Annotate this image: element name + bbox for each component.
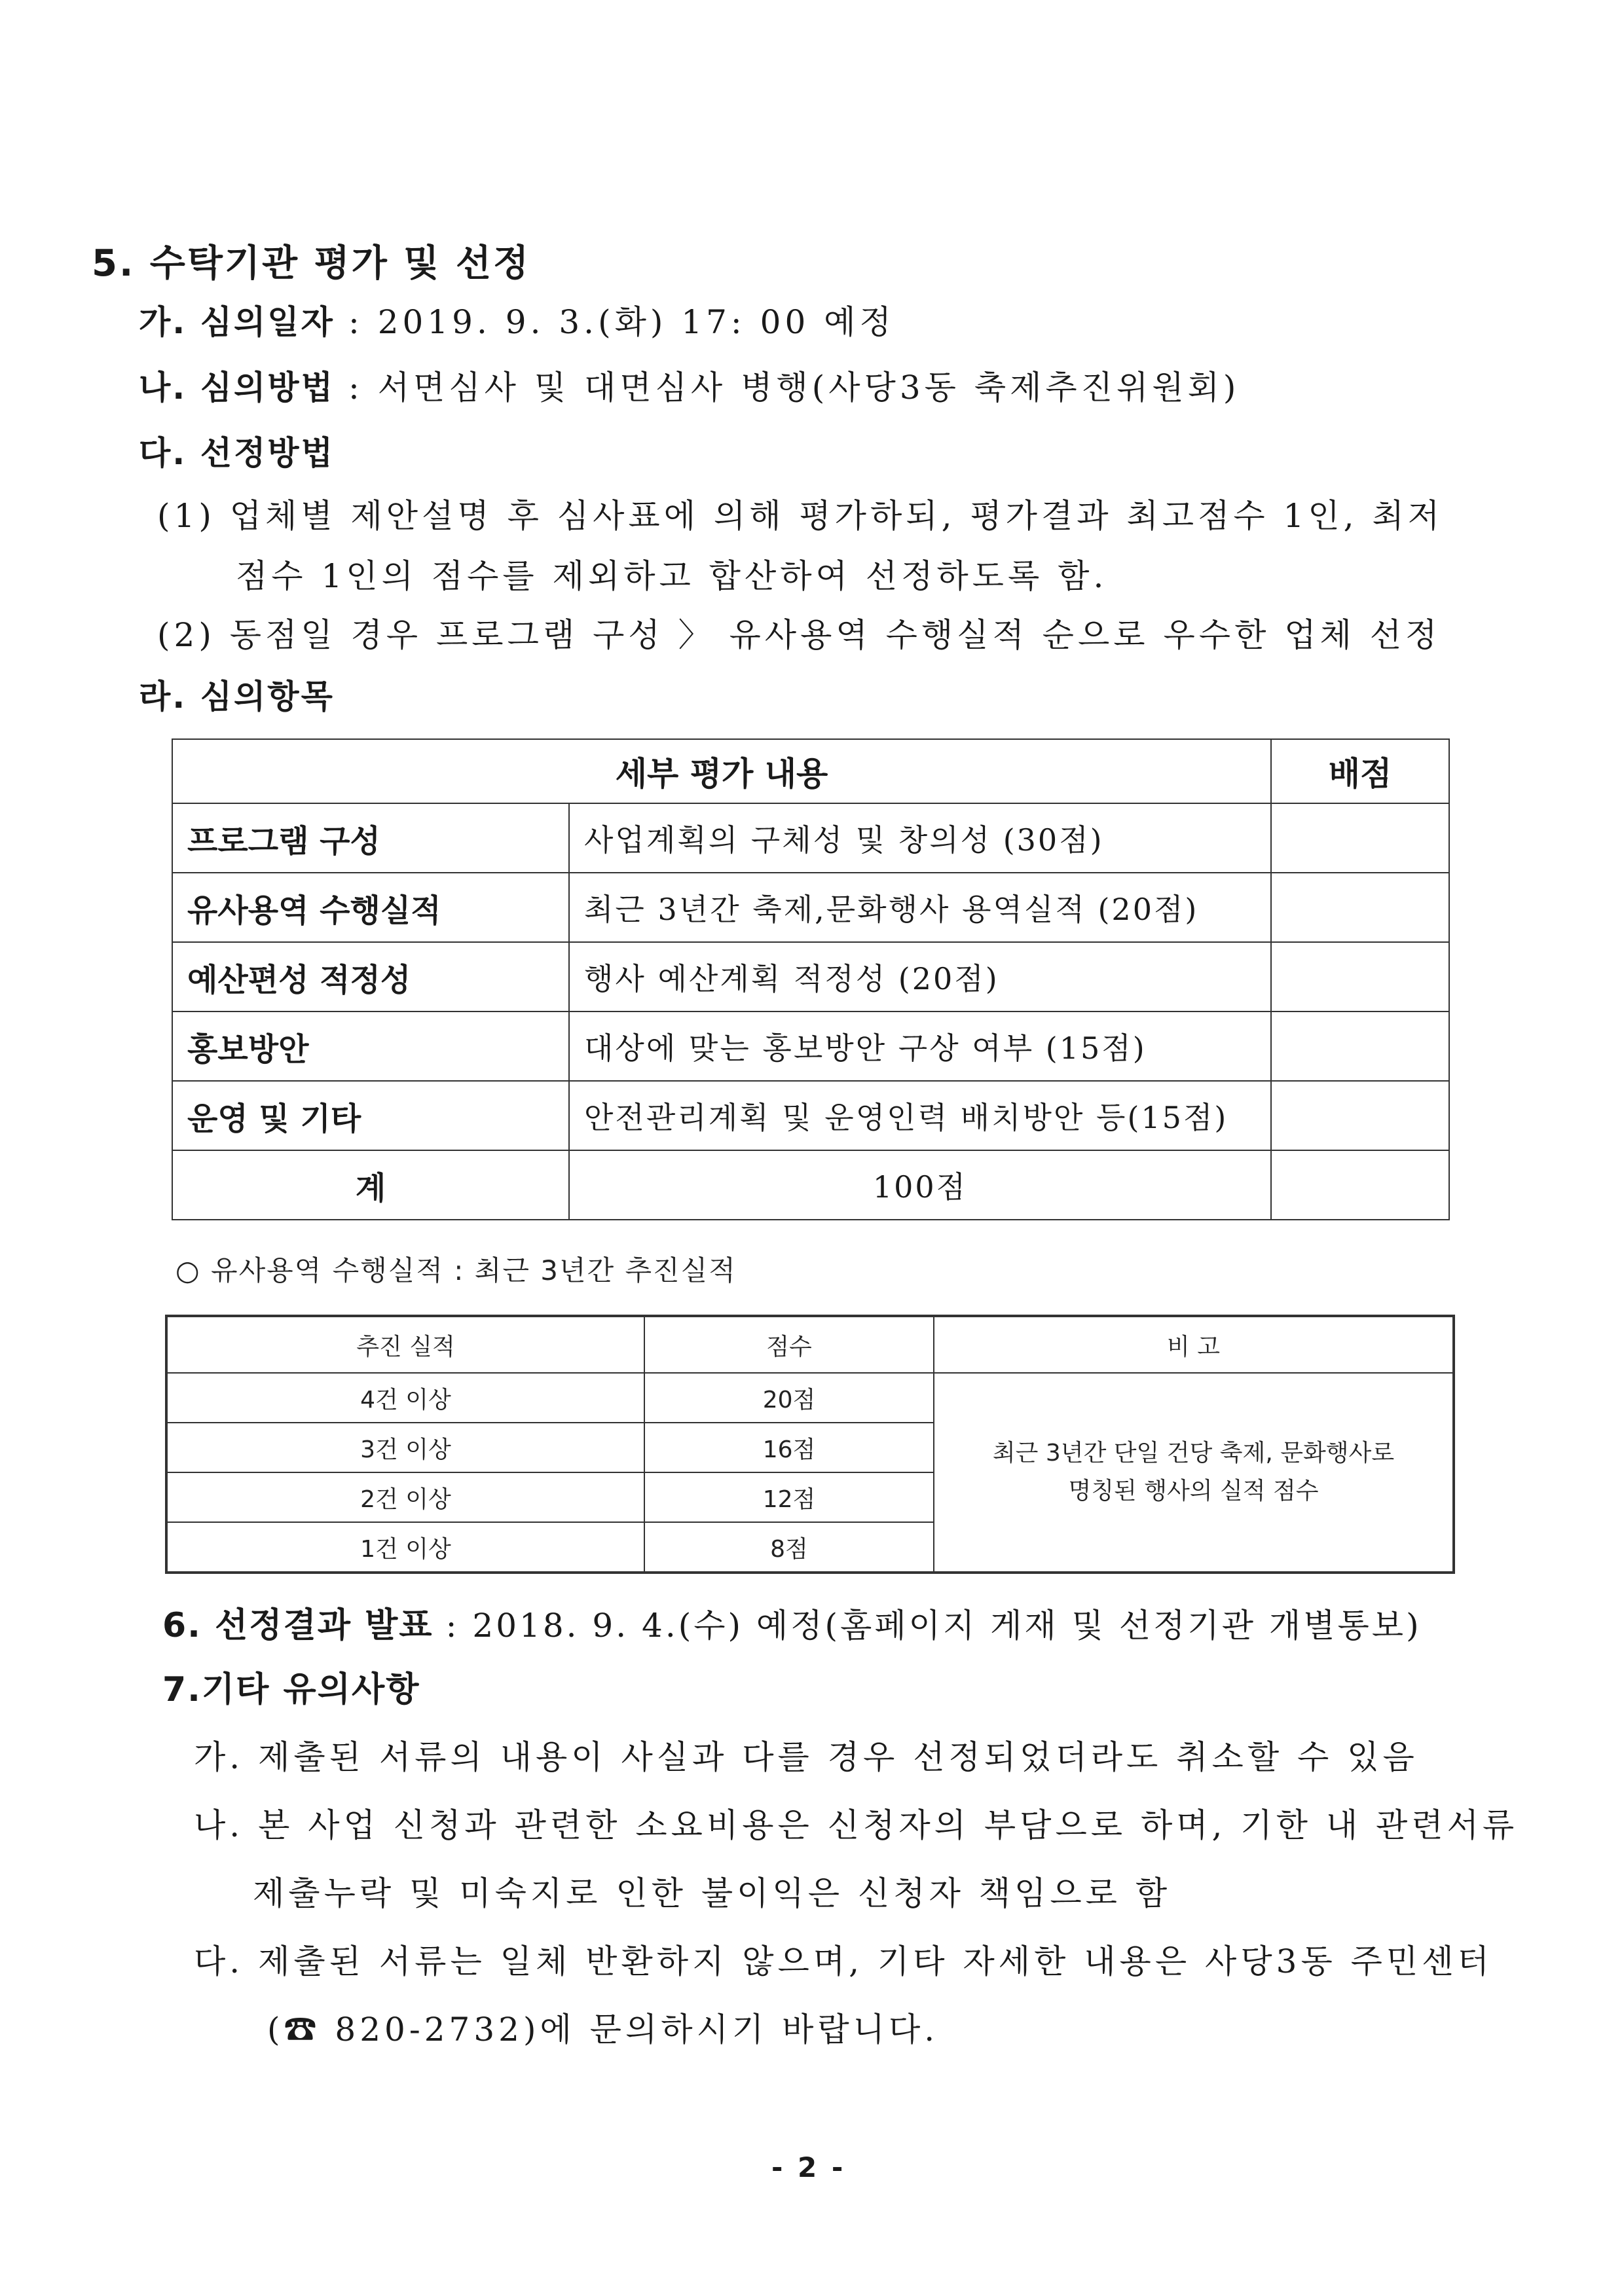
selection-method-item1-line2: 점수 1인의 점수를 제외하고 합산하여 선정하도록 함. [236, 557, 1108, 595]
description-cell: 행사 예산계획 적정성 (20점) [569, 942, 1271, 1011]
performance-table [165, 1315, 1455, 1574]
evaluation-header-content: 세부 평가 내용 [172, 739, 1271, 803]
performance-note: ○ 유사용역 수행실적 : 최근 3년간 추진실적 [175, 1254, 737, 1286]
evaluation-header-row [172, 739, 1449, 803]
section6-line [162, 1597, 1422, 1647]
header-record: 추진 실적 [166, 1316, 644, 1373]
criterion-cell: 프로그램 구성 [172, 803, 569, 873]
selection-method-label: 다. 선정방법 [139, 434, 335, 472]
score-cell: 12점 [644, 1472, 934, 1522]
review-method-value: : 서면심사 및 대면심사 병행(사당3동 축제추진위원회) [348, 369, 1240, 407]
section6-label: 6. 선정결과 발표 [162, 1606, 434, 1645]
score-cell [1271, 1081, 1449, 1150]
total-value: 100점 [569, 1150, 1271, 1220]
total-row [172, 1150, 1449, 1220]
description-cell: 대상에 맞는 홍보방안 구상 여부 (15점) [569, 1011, 1271, 1081]
criterion-cell: 예산편성 적정성 [172, 942, 569, 1011]
table-row [172, 873, 1449, 942]
table-row [172, 942, 1449, 1011]
score-cell [1271, 942, 1449, 1011]
score-cell [1271, 873, 1449, 942]
performance-header-row [166, 1316, 1454, 1373]
notice-da-line2: (☎ 820-2732)에 문의하시기 바랍니다. [267, 2011, 939, 2049]
table-row [166, 1373, 1454, 1423]
review-date-label: 가. 심의일자 [139, 303, 335, 341]
description-cell: 안전관리계획 및 운영인력 배치방안 등(15점) [569, 1081, 1271, 1150]
table-row [172, 1081, 1449, 1150]
selection-method-item2: (2) 동점일 경우 프로그램 구성 〉 유사용역 수행실적 순으로 우수한 업체 선정 [157, 616, 1441, 654]
description-cell: 최근 3년간 축제,문화행사 용역실적 (20점) [569, 873, 1271, 942]
remark-cell [934, 1373, 1454, 1573]
table-row [172, 803, 1449, 873]
review-date-line [139, 296, 895, 343]
description-cell: 사업계획의 구체성 및 창의성 (30점) [569, 803, 1271, 873]
evaluation-table [172, 738, 1450, 1220]
criterion-cell: 운영 및 기타 [172, 1081, 569, 1150]
total-label: 계 [172, 1150, 569, 1220]
review-date-value: : 2019. 9. 3.(화) 17: 00 예정 [348, 303, 895, 341]
notice-da-line1: 다. 제출된 서류는 일체 반환하지 않으며, 기타 자세한 내용은 사당3동 주민센터 [194, 1942, 1493, 1980]
section5-heading: 5. 수탁기관 평가 및 선정 [92, 242, 531, 285]
score-cell: 16점 [644, 1423, 934, 1472]
header-score: 점수 [644, 1316, 934, 1373]
record-cell: 2건 이상 [166, 1472, 644, 1522]
notice-ga: 가. 제출된 서류의 내용이 사실과 다를 경우 선정되었더라도 취소할 수 있음 [194, 1738, 1418, 1776]
record-cell: 4건 이상 [166, 1373, 644, 1423]
table-row [172, 1011, 1449, 1081]
score-cell [1271, 803, 1449, 873]
section7-heading: 7.기타 유의사항 [162, 1670, 420, 1709]
evaluation-header-score: 배점 [1271, 739, 1449, 803]
criterion-cell: 홍보방안 [172, 1011, 569, 1081]
remark-line1: 최근 3년간 단일 건당 축제, 문화행사로 [992, 1440, 1395, 1467]
record-cell: 3건 이상 [166, 1423, 644, 1472]
score-cell: 8점 [644, 1522, 934, 1573]
score-cell: 20점 [644, 1373, 934, 1423]
review-items-label: 라. 심의항목 [139, 678, 335, 716]
review-method-line [139, 361, 1240, 409]
record-cell: 1건 이상 [166, 1522, 644, 1573]
review-method-label: 나. 심의방법 [139, 369, 335, 407]
score-cell [1271, 1011, 1449, 1081]
total-score-cell [1271, 1150, 1449, 1220]
section6-value: : 2018. 9. 4.(수) 예정(홈페이지 게재 및 선정기관 개별통보) [445, 1607, 1422, 1645]
header-remark: 비 고 [934, 1316, 1454, 1373]
criterion-cell: 유사용역 수행실적 [172, 873, 569, 942]
page-number: - 2 - [771, 2151, 846, 2183]
notice-na-line1: 나. 본 사업 신청과 관련한 소요비용은 신청자의 부담으로 하며, 기한 내 관련서류 [194, 1806, 1519, 1844]
notice-na-line2: 제출누락 및 미숙지로 인한 불이익은 신청자 책임으로 함 [253, 1874, 1172, 1912]
selection-method-item1-line1: (1) 업체별 제안설명 후 심사표에 의해 평가하되, 평가결과 최고점수 1인, 최저 [157, 497, 1444, 535]
remark-line2: 명칭된 행사의 실적 점수 [1068, 1478, 1319, 1504]
